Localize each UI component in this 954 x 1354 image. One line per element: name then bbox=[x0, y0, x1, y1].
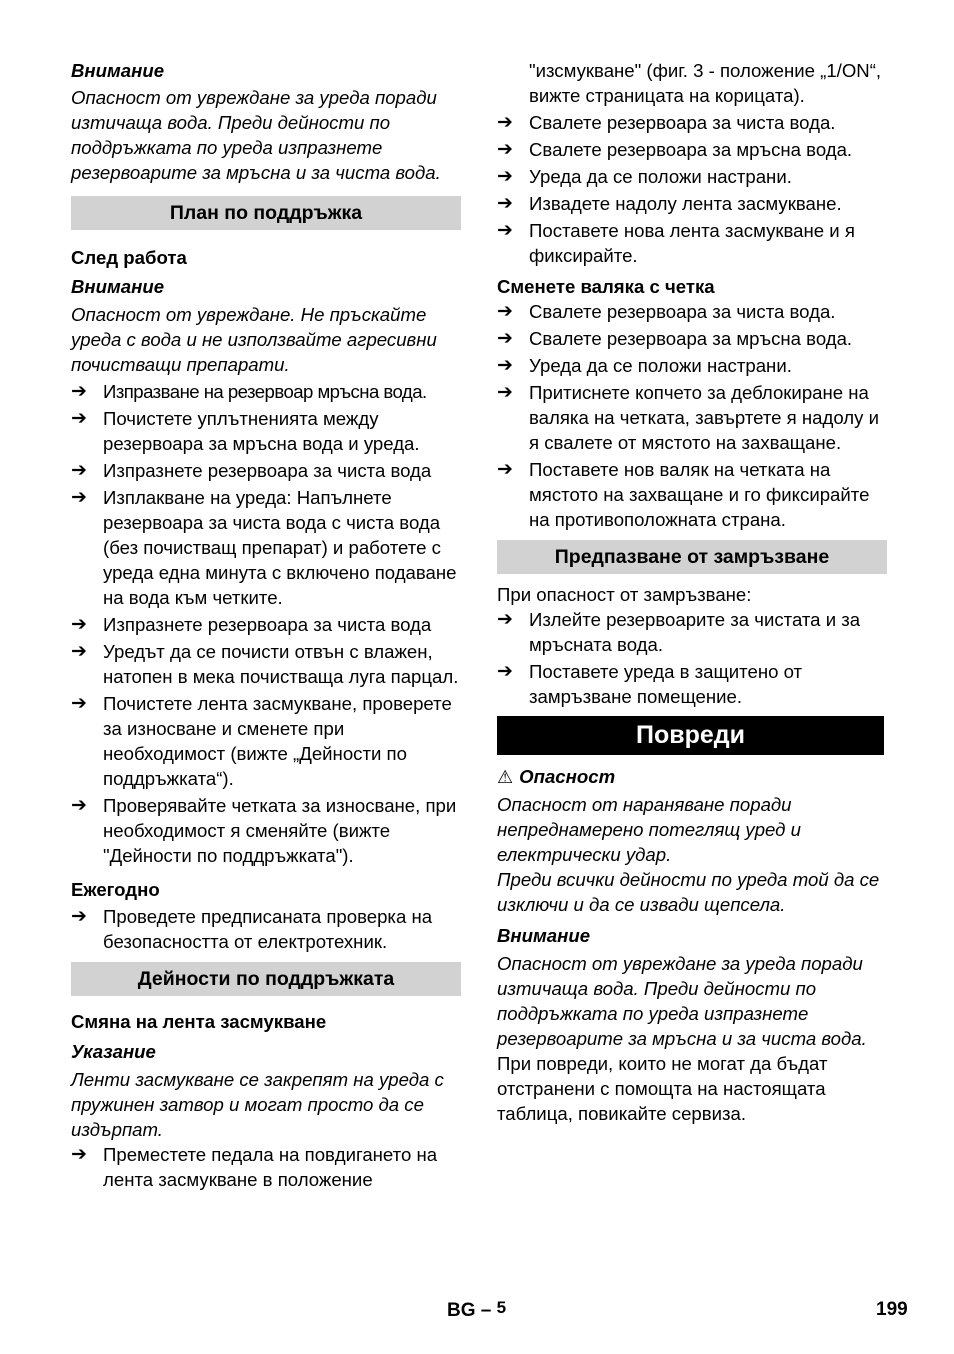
section-frost: Предпазване от замръзване bbox=[497, 540, 887, 574]
list-item: ➔ Притиснете копчето за деблокиране на валяка на четката, завъртете я надолу и я свалете от мястото на захващане. bbox=[497, 382, 879, 453]
arrow-right-icon: ➔ bbox=[497, 609, 513, 630]
arrow-right-icon: ➔ bbox=[71, 1144, 87, 1165]
list-item: ➔ Проведете предписаната проверка на безопасността от електротехник. bbox=[71, 906, 433, 952]
continuation-text: "изсмукване" (фиг. 3 - положение „1/ON“, вижте страницата на корицата). bbox=[529, 60, 882, 106]
attention-title: Внимание bbox=[497, 925, 591, 946]
arrow-right-icon: ➔ bbox=[71, 693, 87, 714]
danger-title: ⚠ Опасност bbox=[497, 766, 616, 787]
arrow-right-icon: ➔ bbox=[71, 408, 87, 429]
after-work-heading: След работа bbox=[71, 247, 187, 268]
frost-list bbox=[497, 607, 887, 709]
note-title: Указание bbox=[71, 1041, 156, 1062]
list-item: ➔ Уреда да се положи настрани. bbox=[497, 355, 792, 376]
arrow-right-icon: ➔ bbox=[497, 355, 513, 376]
attention-title: Внимание bbox=[71, 276, 165, 297]
brush-list bbox=[497, 299, 887, 532]
attention-title: Внимание bbox=[71, 60, 165, 81]
replace-strip-heading: Смяна на лента засмукване bbox=[71, 1011, 327, 1032]
list-item: ➔ Свалете резервоара за чиста вода. bbox=[497, 301, 836, 322]
arrow-right-icon: ➔ bbox=[71, 487, 87, 508]
arrow-right-icon: ➔ bbox=[71, 795, 87, 816]
faults-text: При повреди, които не могат да бъдат отстранени с помощта на настоящата таблица, повикайте сервиза. bbox=[497, 1053, 828, 1124]
arrow-right-icon: ➔ bbox=[497, 112, 513, 133]
arrow-right-icon: ➔ bbox=[497, 459, 513, 480]
section-maintenance-activities: Дейности по поддръжката bbox=[71, 962, 461, 996]
list-item: ➔ Извадете надолу лента засмукване. bbox=[497, 193, 842, 214]
list-item: ➔ Свалете резервоара за чиста вода. bbox=[497, 112, 836, 133]
arrow-right-icon: ➔ bbox=[497, 139, 513, 160]
danger-text: Преди всички дейности по уреда той да се изключи и да се извади щепсела. bbox=[497, 869, 880, 915]
list-item: ➔ Преместете педала на повдигането на лента засмукване в положение bbox=[71, 1144, 438, 1190]
page-number: 199 bbox=[876, 1299, 908, 1320]
danger-text: Опасност от нараняване поради непреднамерено потеглящ уред и електрически удар. bbox=[497, 794, 801, 865]
after-work-list bbox=[71, 379, 461, 868]
attention-text: Опасност от увреждане. Не пръскайте уреда с вода и не използвайте агресивни почистващи препарати. bbox=[71, 304, 437, 375]
section-faults: Повреди bbox=[497, 716, 884, 755]
footer-lang: BG – bbox=[447, 1300, 492, 1321]
arrow-right-icon: ➔ bbox=[71, 641, 87, 662]
list-item: ➔ Почистете лента засмукване, проверете за износване и сменете при необходимост (вижте „Дейности по поддръжката“). bbox=[71, 693, 452, 789]
brush-heading: Сменете валяка с четка bbox=[497, 276, 715, 297]
list-item: ➔ Свалете резервоара за мръсна вода. bbox=[497, 328, 853, 349]
list-item: ➔ Уреда да се положи настрани. bbox=[497, 166, 792, 187]
right-column bbox=[497, 58, 887, 1126]
list-item: ➔ Уредът да се почисти отвън с влажен, натопен в мека почистваща луга парцал. bbox=[71, 641, 459, 687]
list-item: ➔ Поставете уреда в защитено от замръзване помещение. bbox=[497, 661, 803, 707]
replace-strip-list-cont bbox=[497, 110, 887, 268]
footer-local-page: 5 bbox=[496, 1298, 507, 1317]
arrow-right-icon: ➔ bbox=[497, 193, 513, 214]
note-text: Ленти засмукване се закрепят на уреда с пружинен затвор и могат просто да се издърпат. bbox=[71, 1069, 444, 1140]
list-item: ➔ Почистете уплътненията между резервоара за мръсна вода и уреда. bbox=[71, 408, 420, 454]
attention-text: Опасност от увреждане за уреда поради изтичаща вода. Преди дейности по поддръжката по уреда изпразнете резервоарите за мръсна и за чиста вода. bbox=[71, 87, 441, 183]
list-item: ➔ Проверявайте четката за износване, при необходимост я сменяйте (вижте "Дейности по поддръжката"). bbox=[71, 795, 457, 866]
list-item: ➔ Поставете нова лента засмукване и я фиксирайте. bbox=[497, 220, 855, 266]
list-item: ➔ Изпразване на резервоар мръсна вода. bbox=[71, 381, 427, 402]
footer-language-page bbox=[447, 1298, 506, 1322]
yearly-heading: Ежегодно bbox=[71, 879, 160, 900]
arrow-right-icon: ➔ bbox=[71, 381, 87, 402]
list-item: ➔ Изпразнете резервоара за чиста вода bbox=[71, 614, 432, 635]
arrow-right-icon: ➔ bbox=[71, 460, 87, 481]
arrow-right-icon: ➔ bbox=[497, 661, 513, 682]
replace-strip-list bbox=[71, 1142, 461, 1192]
arrow-right-icon: ➔ bbox=[497, 220, 513, 241]
list-item: ➔ Изпразнете резервоара за чиста вода bbox=[71, 460, 432, 481]
list-item: ➔ Свалете резервоара за мръсна вода. bbox=[497, 139, 853, 160]
arrow-right-icon: ➔ bbox=[71, 906, 87, 927]
list-item: ➔ Излейте резервоарите за чистата и за мръсната вода. bbox=[497, 609, 861, 655]
arrow-right-icon: ➔ bbox=[71, 614, 87, 635]
frost-intro: При опасност от замръзване: bbox=[497, 584, 752, 605]
arrow-right-icon: ➔ bbox=[497, 382, 513, 403]
list-item: ➔ Изплакване на уреда: Напълнете резервоара за чиста вода с чиста вода (без почистващ препарат) и работете с уреда една минута с включено подаване на вода към четките. bbox=[71, 487, 457, 608]
attention-text: Опасност от увреждане за уреда поради изтичаща вода. Преди дейности по поддръжката по уреда изпразнете резервоарите за мръсна и за чиста вода. bbox=[497, 953, 867, 1049]
left-column bbox=[71, 58, 461, 1194]
section-maintenance-plan: План по поддръжка bbox=[71, 196, 461, 230]
yearly-list bbox=[71, 904, 461, 954]
arrow-right-icon: ➔ bbox=[497, 166, 513, 187]
arrow-right-icon: ➔ bbox=[497, 328, 513, 349]
warning-triangle-icon: ⚠ bbox=[497, 767, 514, 787]
arrow-right-icon: ➔ bbox=[497, 301, 513, 322]
list-item: ➔ Поставете нов валяк на четката на мястото на захващане и го фиксирайте на противоположната страна. bbox=[497, 459, 870, 530]
